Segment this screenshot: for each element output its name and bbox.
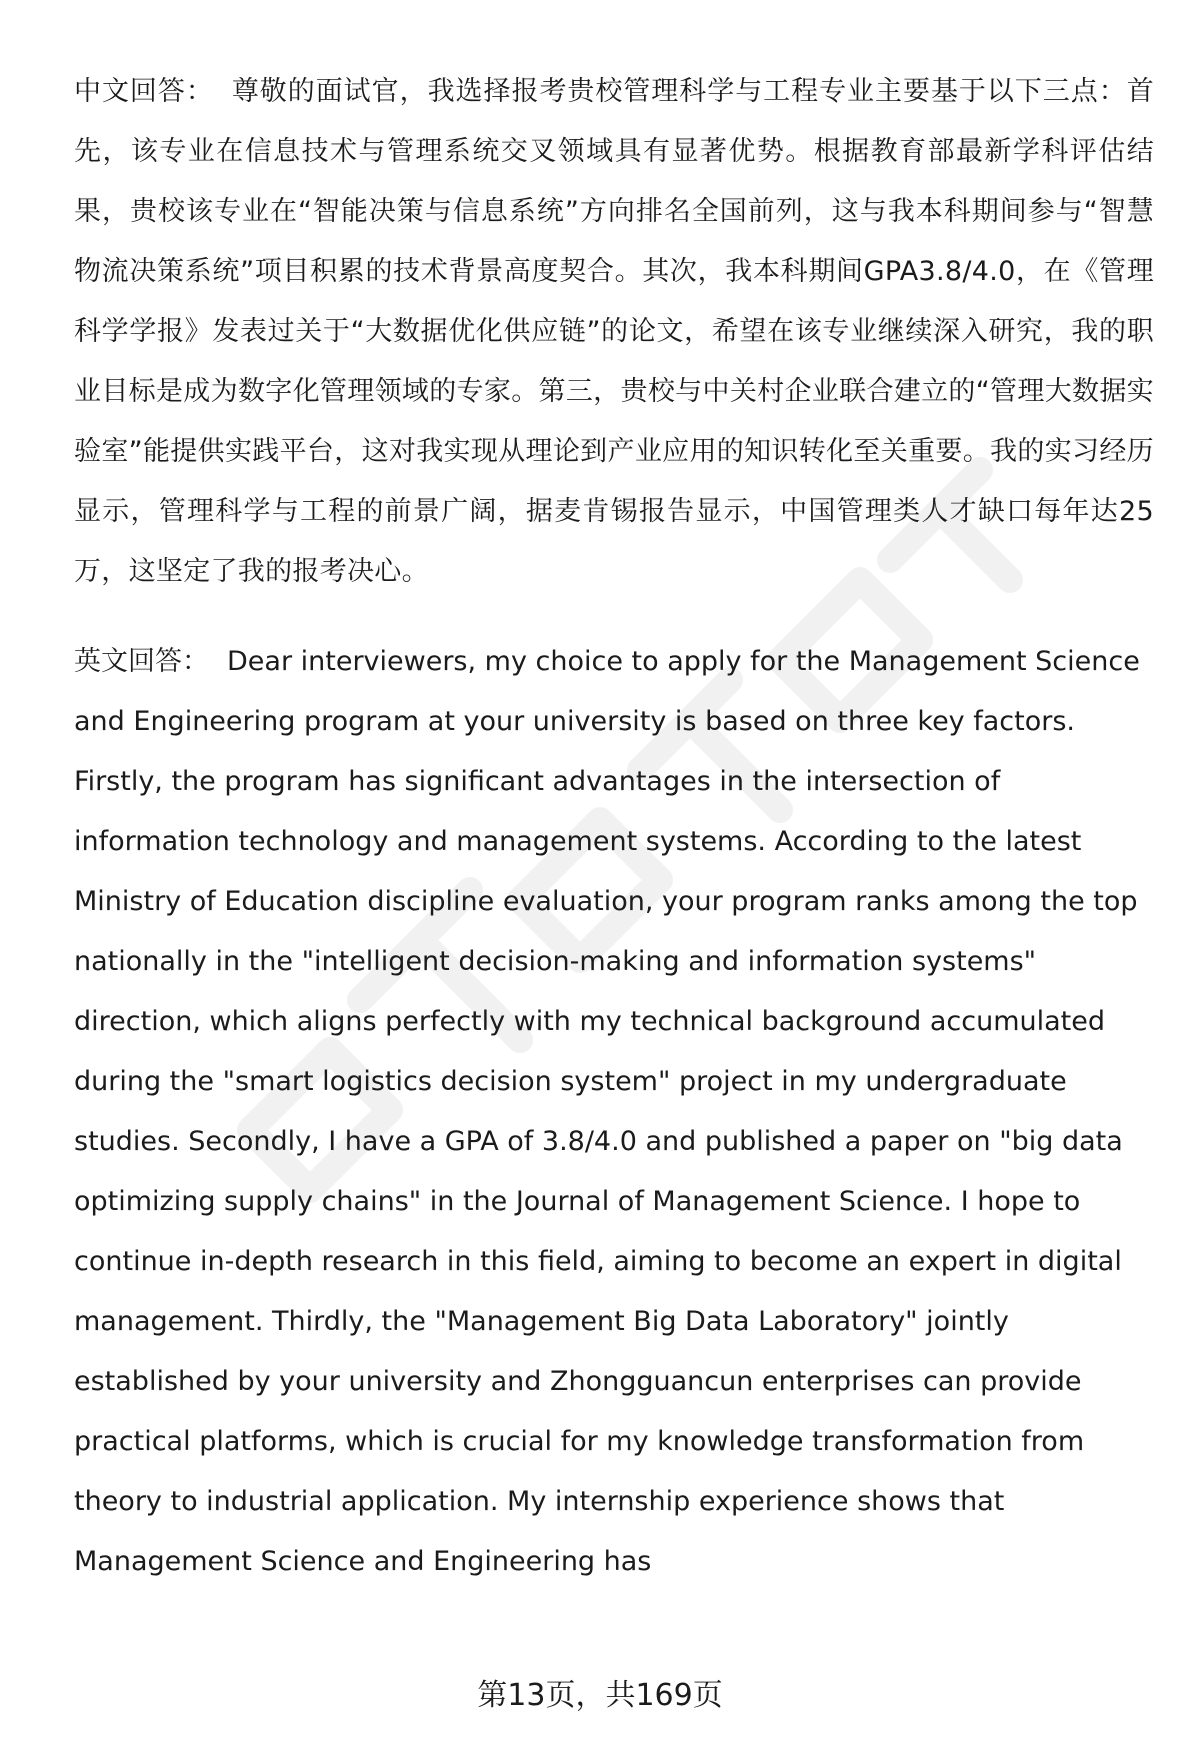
english-answer-label: 英文回答： [74,646,209,677]
page-number: 第13页，共169页 [477,1678,723,1713]
document-body [74,62,1154,1592]
english-answer-paragraph [74,632,1154,1592]
chinese-answer-paragraph [74,62,1154,602]
english-answer-text: Dear interviewers, my choice to apply for the Management Science and Engineering program at your university is based on three key factors. Firstly, the program has significant advantages in the intersection of information technology and management systems. According to the latest Ministry of Education discipline evaluation, your program ranks among the top nationally in the "intelligent decision-making and information systems" direction, which aligns perfectly with my technical background accumulated during the "smart logistics decision system" project in my undergraduate studies. Secondly, I have a GPA of 3.8/4.0 and published a paper on "big data optimizing supply chains" in the Journal of Management Science. I hope to continue in-depth research in this field, aiming to become an expert in digital management. Thirdly, the "Management Big Data Laboratory" jointly established by your university and Zhongguancun enterprises can provide practical platforms, which is crucial for my knowledge transformation from theory to industrial application. My internship experience shows that Management Science and Engineering has [74,646,1140,1577]
chinese-answer-label: 中文回答： [74,76,214,107]
chinese-answer-text: 尊敬的面试官，我选择报考贵校管理科学与工程专业主要基于以下三点：首先，该专业在信息技术与管理系统交叉领域具有显著优势。根据教育部最新学科评估结果，贵校该专业在“智能决策与信息系统”方向排名全国前列，这与我本科期间参与“智慧物流决策系统”项目积累的技术背景高度契合。其次，我本科期间GPA3.8/4.0，在《管理科学学报》发表过关于“大数据优化供应链”的论文，希望在该专业继续深入研究，我的职业目标是成为数字化管理领域的专家。第三，贵校与中关村企业联合建立的“管理大数据实验室”能提供实践平台，这对我实现从理论到产业应用的知识转化至关重要。我的实习经历显示，管理科学与工程的前景广阔，据麦肯锡报告显示，中国管理类人才缺口每年达25万，这坚定了我的报考决心。 [74,76,1154,587]
